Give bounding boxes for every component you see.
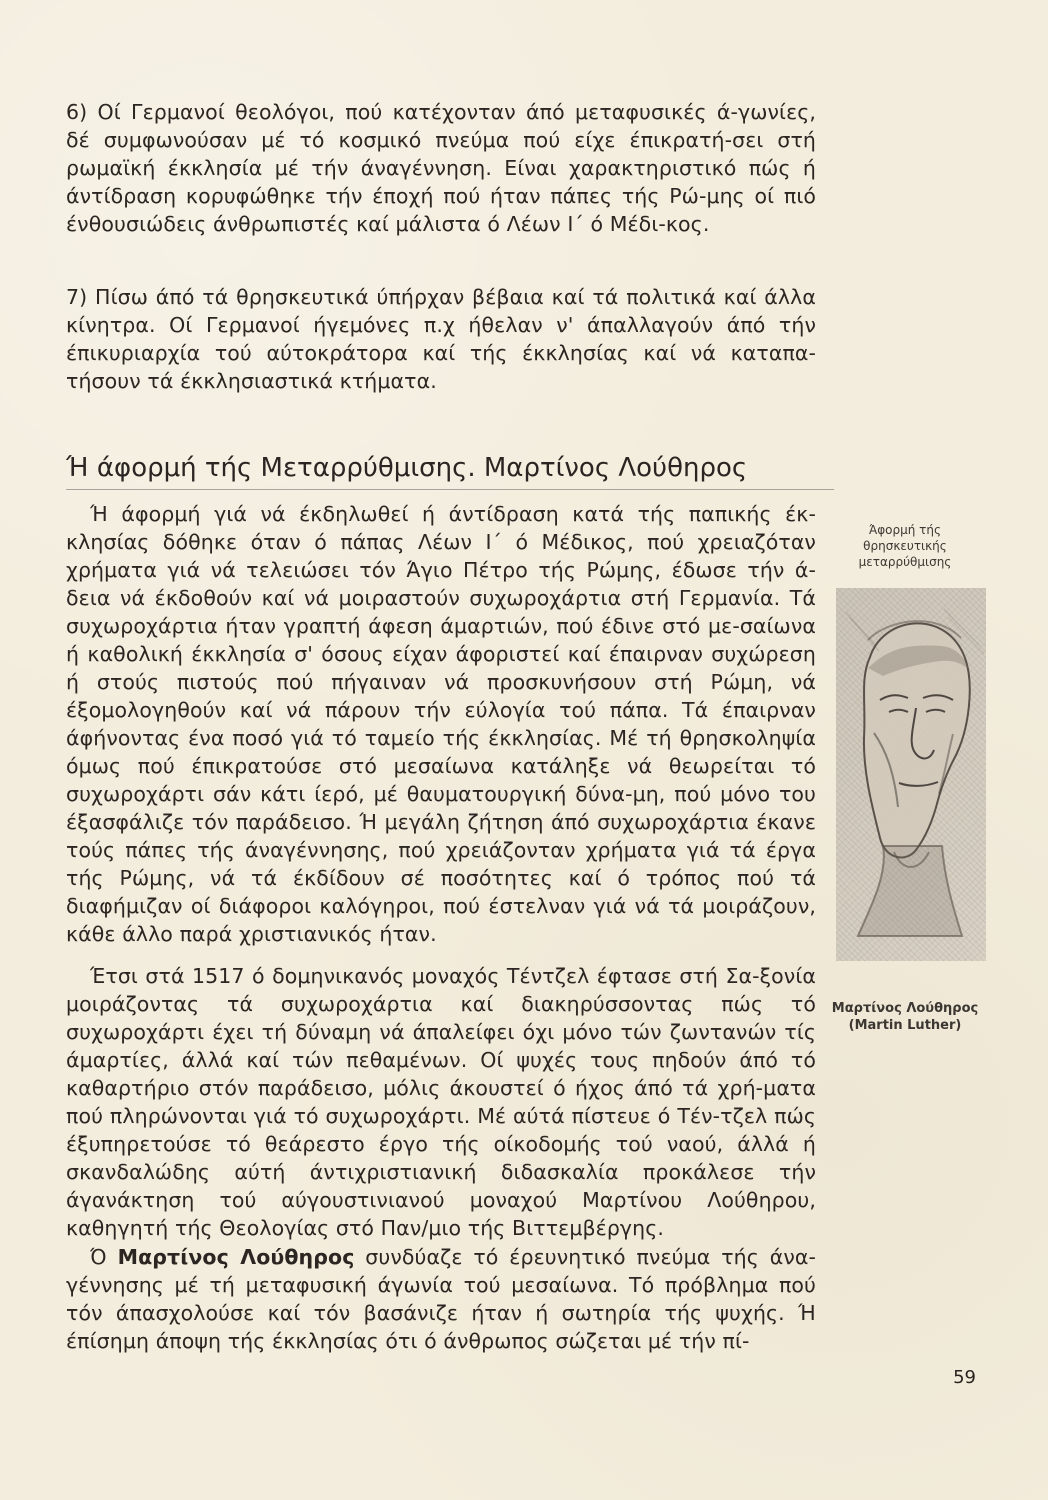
paragraph-3-rest: συνδύαζε τό έρευνητικό πνεύμα τής άνα-γέννησης μέ τή μεταφυσική άγωνία τού μεσαίωνα. Τό πρόβλημα πού τόν άπασχολούσε καί τόν βασάνιζε ήταν ή σωτηρία τής ψυχής. Ή έπίσημη άποψη τής έκκλησίας ότι ό άνθρωπος σώζεται μέ τήν πί- (66, 1245, 816, 1353)
paragraph-3-bold-name: Μαρτίνος Λούθηρος (117, 1245, 355, 1269)
main-text-paragraph-3 (66, 1243, 816, 1355)
paragraph-3-text (66, 1243, 816, 1355)
section-7 (66, 283, 816, 395)
section-6-text: 6) Οί Γερμανοί θεολόγοι, πού κατέχονταν άπό μεταφυσικές ά-γωνίες, δέ συμφωνούσαν μέ τό κοσμικό πνεύμα πού είχε έπικρατή-σει στή ρωμαϊκή έκκλησία μέ τήν άναγέννηση. Είναι χαρακτηριστικό πώς ή άντίδραση κορυφώθηκε τήν έποχή πού ήταν πάπες τής Ρώ-μης οί πιό ένθουσιώδεις άνθρωπιστές καί μάλιστα ό Λέων Ι΄ ό Μέδι-κος. (66, 100, 816, 236)
section-heading: Ή άφορμή τής Μεταρρύθμισης. Μαρτίνος Λούθηρος (66, 450, 826, 486)
margin-note-top-line-3: μεταρρύθμισης (858, 555, 952, 569)
main-text-paragraph-1 (66, 500, 816, 948)
margin-note-bottom (820, 1000, 990, 1034)
margin-note-top-line-2: θρησκευτικής (863, 539, 947, 553)
margin-note-top-line-1: Άφορμή τής (868, 523, 942, 537)
portrait-illustration (836, 588, 986, 961)
portrait-sketch (836, 588, 986, 961)
margin-note-bottom-line-1: Μαρτίνος Λούθηρος (831, 1001, 979, 1016)
paragraph-1-text: Ή άφορμή γιά νά έκδηλωθεί ή άντίδραση κατά τής παπικής έκ-κλησίας δόθηκε όταν ό πάπας Λέων Ι΄ ό Μέδικος, πού χρειαζόταν χρήματα γιά νά τελειώσει τόν Άγιο Πέτρο τής Ρώμης, έδωσε τήν ά-δεια νά έκδοθούν καί νά μοιραστούν συχωροχάρτια στή Γερμανία. Τά συχωροχάρτια ήταν γραπτή άφεση άμαρτιών, πού έδινε στό με-σαίωνα ή καθολική έκκλησία σ' όσους είχαν άφοριστεί καί έπαιρναν συχώρεση ή στούς πιστούς πού πήγαιναν νά προσκυνήσουν στή Ρώμη, νά έξομολογηθούν καί νά πάρουν τήν εύλογία τού πάπα. Τά έπαιρναν άφήνοντας ένα ποσό γιά τό ταμείο τής έκκλησίας. Μέ τή θρησκοληψία όμως πού έπικρατούσε στό μεσαίωνα κατάληξε νά θεωρείται τό συχωροχάρτι σάν κάτι ίερό, μέ θαυματουργική δύνα-μη, πού μόνο του έξασφάλιζε τόν παράδεισο. Ή μεγάλη ζήτηση άπό συχωροχάρτια έκανε τούς πάπες τής άναγέννησης, πού χρειάζονταν χρήματα γιά τά έργα τής Ρώμης, νά τά έκδίδουν σέ ποσότητες καί ό τρόπος πού τά διαφήμιζαν οί διάφοροι καλόγηροι, πού έστελναν γιά νά τά μοιράζουν, κάθε άλλο παρά χριστιανικός ήταν. (66, 502, 816, 946)
paragraph-3-prefix: Ό (90, 1245, 118, 1269)
margin-note-top (820, 522, 990, 570)
section-6 (66, 98, 816, 238)
page-number: 59 (953, 1367, 976, 1388)
paragraph-2-text: Έτσι στά 1517 ό δομηνικανός μοναχός Τέντζελ έφτασε στή Σα-ξονία μοιράζοντας τά συχωροχάρτια καί διακηρύσσοντας πώς τό συχωροχάρτι έχει τή δύναμη νά άπαλείφει όχι μόνο τών ζωντανών τίς άμαρτίες, άλλά καί τών πεθαμένων. Οί ψυχές τους πηδούν άπό τό καθαρτήριο στόν παράδεισο, μόλις άκουστεί ό ήχος άπό τά χρή-ματα πού πληρώνονται γιά τό συχωροχάρτι. Μέ αύτά πίστευε ό Τέν-τζελ πώς έξυπηρετούσε τό θεάρεστο έργο τής οίκοδομής τού ναού, άλλά ή σκανδαλώδης αύτή άντιχριστιανική διδασκαλία προκάλεσε τήν άγανάκτηση τού αύγουστινιανού μοναχού Μαρτίνου Λούθηρου, καθηγητή τής Θεολογίας στό Παν/μιο τής Βιττεμβέργης. (66, 964, 816, 1240)
margin-note-bottom-line-2: (Martin Luther) (848, 1018, 962, 1033)
main-text-paragraph-2 (66, 962, 816, 1242)
section-7-text: 7) Πίσω άπό τά θρησκευτικά ύπήρχαν βέβαια καί τά πολιτικά καί άλλα κίνητρα. Οί Γερμανοί ήγεμόνες π.χ ήθελαν ν' άπαλλαγούν άπό τήν έπικυριαρχία τού αύτοκράτορα καί τής έκκλησίας καί νά καταπα-τήσουν τά έκκλησιαστικά κτήματα. (66, 285, 816, 393)
